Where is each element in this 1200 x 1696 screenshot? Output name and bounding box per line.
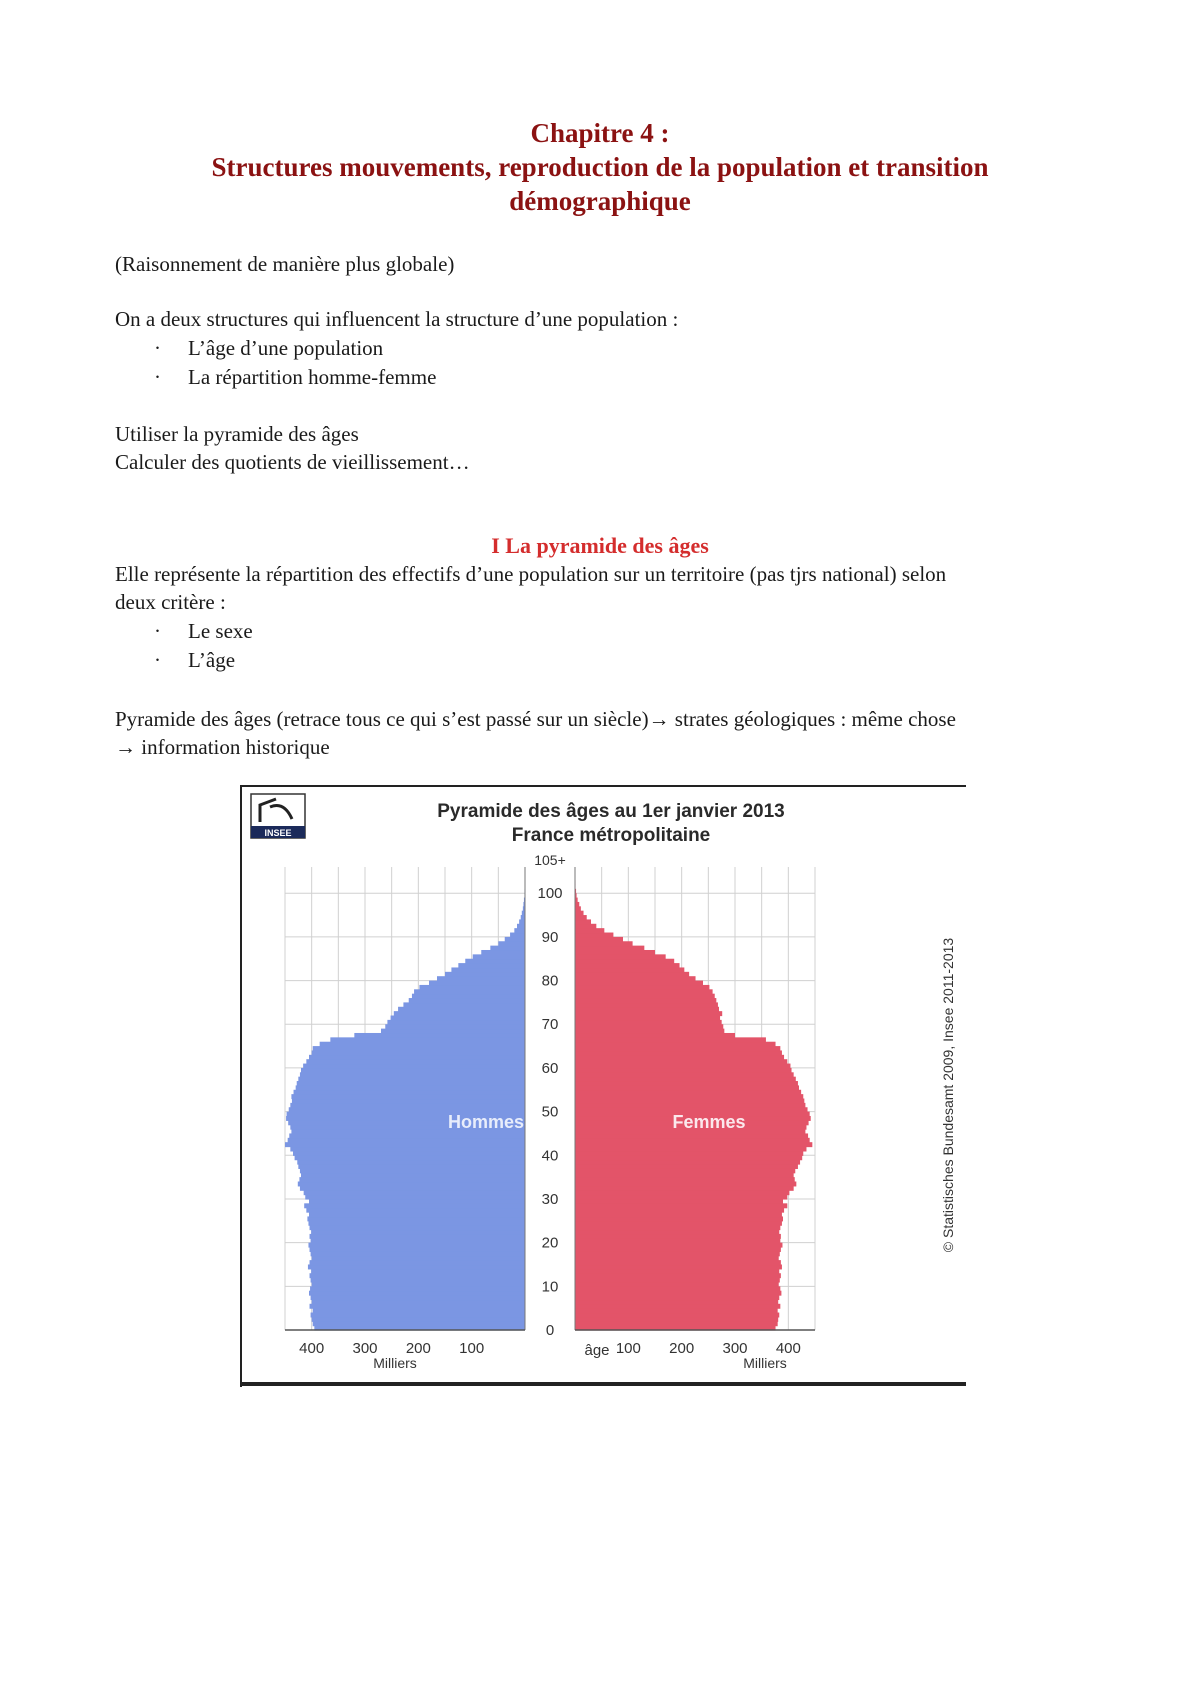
bar-hommes	[320, 1042, 525, 1047]
bar-femmes	[575, 919, 591, 924]
uses-line1: Utiliser la pyramide des âges	[115, 422, 359, 446]
bar-hommes	[311, 1295, 525, 1300]
bar-hommes	[311, 1313, 525, 1318]
x-tick-label-right: 200	[669, 1340, 695, 1357]
bar-hommes	[311, 1278, 525, 1283]
bar-femmes	[575, 1317, 778, 1322]
bar-femmes	[575, 1011, 722, 1016]
bar-femmes	[575, 1321, 778, 1326]
bar-femmes	[575, 1181, 796, 1186]
bar-femmes	[575, 1304, 780, 1309]
bar-femmes	[575, 1243, 782, 1248]
legend-femmes: Femmes	[672, 1112, 746, 1132]
bar-femmes	[575, 1208, 784, 1213]
bar-femmes	[575, 1278, 780, 1283]
bar-hommes	[310, 1247, 525, 1252]
bar-femmes	[575, 998, 716, 1003]
y-tick-label: 20	[541, 1234, 559, 1252]
bar-femmes	[575, 902, 579, 907]
x-tick-label-left: 200	[405, 1340, 431, 1357]
y-tick-label: 70	[541, 1016, 559, 1034]
population-pyramid-figure	[240, 785, 966, 1387]
bar-hommes	[307, 1216, 525, 1221]
bar-hommes	[312, 1299, 525, 1304]
bar-hommes	[290, 1147, 525, 1152]
bar-hommes	[312, 1256, 525, 1261]
x-tick-label-left: 100	[459, 1340, 485, 1357]
bar-hommes	[313, 1308, 525, 1313]
bar-femmes	[575, 1042, 776, 1047]
bar-femmes	[575, 946, 644, 951]
bullet-icon: ·	[154, 365, 161, 389]
bar-femmes	[575, 1099, 804, 1104]
bar-hommes	[289, 1133, 525, 1138]
bar-hommes	[301, 1068, 525, 1073]
bar-femmes	[575, 1313, 779, 1318]
bar-femmes	[575, 1264, 782, 1269]
bar-femmes	[575, 1002, 718, 1007]
bar-femmes	[575, 937, 623, 942]
bar-femmes	[575, 1016, 720, 1021]
y-tick-label: 60	[541, 1059, 559, 1077]
bar-femmes	[575, 1256, 779, 1261]
list-item: · L’âge	[154, 646, 253, 675]
bar-femmes	[575, 1173, 794, 1178]
bar-femmes	[575, 1138, 810, 1143]
bar-femmes	[575, 963, 680, 968]
bar-hommes	[517, 924, 525, 929]
bar-femmes	[575, 941, 633, 946]
chart-title: Pyramide des âges au 1er janvier 2013	[437, 801, 785, 822]
bar-femmes	[575, 915, 587, 920]
list-item: · La répartition homme-femme	[154, 363, 436, 392]
x-tick-label-right: 400	[775, 1340, 801, 1357]
bar-femmes	[575, 981, 703, 986]
bar-femmes	[575, 1033, 735, 1038]
bar-femmes	[575, 906, 581, 911]
bar-hommes	[310, 1260, 525, 1265]
section-note-line1: Pyramide des âges (retrace tous ce qui s’est passé sur un siècle)→ strates géologiques : même chose	[115, 707, 956, 731]
bar-hommes	[291, 1094, 525, 1099]
bar-femmes	[575, 1160, 800, 1165]
bullet-icon: ·	[154, 619, 161, 643]
list-item: · Le sexe	[154, 617, 253, 646]
y-tick-label: 10	[541, 1278, 559, 1296]
bar-femmes	[575, 1273, 781, 1278]
bullet-icon: ·	[154, 336, 161, 360]
x-tick-label-left: 400	[299, 1340, 325, 1357]
bar-hommes	[385, 1024, 525, 1029]
bar-femmes	[575, 1055, 784, 1060]
bar-hommes	[288, 1138, 525, 1143]
y-tick-label: 100	[537, 885, 563, 903]
chapter-title-line2: Structures mouvements, reproduction de la population et transition	[211, 152, 989, 182]
bar-hommes	[306, 1059, 525, 1064]
bar-femmes	[575, 1024, 723, 1029]
bar-hommes	[300, 1186, 525, 1191]
bar-hommes	[409, 998, 525, 1003]
x-label-left: Milliers	[373, 1355, 417, 1371]
bar-hommes	[403, 1002, 525, 1007]
bar-femmes	[575, 1260, 781, 1265]
bar-hommes	[505, 937, 525, 942]
bar-femmes	[575, 1147, 806, 1152]
bar-hommes	[304, 1203, 525, 1208]
bar-hommes	[310, 1225, 525, 1230]
bar-hommes	[297, 1081, 525, 1086]
bar-femmes	[575, 954, 666, 959]
bar-hommes	[309, 1212, 525, 1217]
bar-femmes	[575, 1291, 781, 1296]
bar-femmes	[575, 1238, 780, 1243]
bar-hommes	[300, 1072, 525, 1077]
y-tick-label-top: 105+	[534, 852, 566, 868]
bar-hommes	[295, 1155, 525, 1160]
bar-femmes	[575, 1234, 781, 1239]
structures-list	[154, 334, 436, 392]
bar-hommes	[308, 1243, 525, 1248]
bar-femmes	[575, 1007, 719, 1012]
bar-hommes	[309, 1055, 525, 1060]
bar-hommes	[310, 1286, 525, 1291]
structures-lead: On a deux structures qui influencent la structure d’une population :	[115, 307, 679, 331]
bar-hommes	[498, 941, 525, 946]
bar-hommes	[419, 985, 525, 990]
bar-hommes	[311, 1230, 525, 1235]
y-tick-label: 0	[545, 1322, 555, 1339]
bar-hommes	[519, 919, 525, 924]
bar-hommes	[298, 1077, 525, 1082]
bar-hommes	[292, 1099, 525, 1104]
bar-femmes	[575, 1164, 798, 1169]
bar-femmes	[575, 1212, 782, 1217]
bar-femmes	[575, 1299, 778, 1304]
bar-femmes	[575, 1072, 794, 1077]
bar-hommes	[309, 1291, 525, 1296]
bar-femmes	[575, 1230, 779, 1235]
bar-hommes	[391, 1016, 525, 1021]
bar-femmes	[575, 976, 696, 981]
bar-hommes	[294, 1090, 525, 1095]
bar-hommes	[296, 1085, 525, 1090]
bar-hommes	[398, 1007, 525, 1012]
bar-femmes	[575, 1190, 789, 1195]
bar-hommes	[311, 1251, 525, 1256]
bar-femmes	[575, 1203, 787, 1208]
chapter-title-line3: démographique	[509, 186, 691, 216]
bar-hommes	[514, 928, 525, 933]
bar-femmes	[575, 1103, 805, 1108]
bar-hommes	[394, 1011, 525, 1016]
bar-femmes	[575, 1308, 778, 1313]
y-tick-label: 90	[541, 928, 559, 946]
bar-hommes	[387, 1020, 525, 1025]
bullet-icon: ·	[154, 648, 161, 672]
intro-note: (Raisonnement de manière plus globale)	[115, 252, 455, 276]
y-tick-label: 80	[541, 972, 559, 990]
bar-hommes	[458, 963, 525, 968]
bar-hommes	[308, 1221, 525, 1226]
x-tick-label-left: 300	[352, 1340, 378, 1357]
bar-femmes	[575, 1221, 782, 1226]
bar-femmes	[575, 1142, 812, 1147]
bar-femmes	[575, 1029, 724, 1034]
bar-hommes	[305, 1195, 525, 1200]
x-tick-label-right: 100	[615, 1340, 641, 1357]
bar-femmes	[575, 1094, 803, 1099]
chart-credit: © Statistisches Bundesamt 2009, Insee 2011-2013	[940, 937, 956, 1253]
bar-hommes	[309, 1199, 525, 1204]
criteria-list	[154, 617, 253, 675]
bar-femmes	[575, 911, 584, 916]
bar-hommes	[330, 1037, 525, 1042]
bar-femmes	[575, 989, 713, 994]
bar-femmes	[575, 1216, 783, 1221]
bar-femmes	[575, 972, 689, 977]
bar-hommes	[473, 954, 525, 959]
chapter-title-line1: Chapitre 4 :	[530, 118, 670, 148]
bar-hommes	[311, 1269, 525, 1274]
bar-hommes	[293, 1151, 525, 1156]
bar-femmes	[575, 1295, 779, 1300]
section-description-line1: Elle représente la répartition des effectifs d’une population sur un territoire (pas tjrs national) selon	[115, 562, 947, 586]
bar-femmes	[575, 1081, 798, 1086]
bar-hommes	[290, 1103, 525, 1108]
bar-hommes	[310, 1304, 525, 1309]
bar-hommes	[521, 915, 525, 920]
bar-hommes	[437, 976, 525, 981]
bar-femmes	[575, 967, 684, 972]
bar-hommes	[298, 1181, 525, 1186]
bar-femmes	[575, 1037, 766, 1042]
bar-hommes	[311, 1238, 525, 1243]
bar-femmes	[575, 1168, 795, 1173]
bar-hommes	[306, 1208, 525, 1213]
bar-femmes	[575, 1085, 799, 1090]
bar-femmes	[575, 1133, 808, 1138]
bar-hommes	[381, 1029, 525, 1034]
bar-hommes	[451, 967, 525, 972]
insee-logo	[251, 794, 305, 838]
bar-hommes	[300, 1168, 525, 1173]
bar-femmes	[575, 1195, 787, 1200]
bar-femmes	[575, 1050, 782, 1055]
bar-hommes	[429, 981, 525, 986]
bar-femmes	[575, 1155, 802, 1160]
bar-femmes	[575, 1177, 795, 1182]
bar-hommes	[304, 1190, 525, 1195]
bar-hommes	[297, 1160, 525, 1165]
uses-line2: Calculer des quotients de vieillissement…	[115, 450, 470, 474]
bar-femmes	[575, 994, 715, 999]
insee-logo-text: INSEE	[264, 828, 292, 838]
bar-femmes	[575, 1282, 779, 1287]
bar-hommes	[303, 1064, 525, 1069]
y-axis-label: âge	[584, 1342, 610, 1359]
chart-subtitle: France métropolitaine	[511, 825, 711, 846]
bar-hommes	[510, 933, 525, 938]
population-pyramid-chart	[240, 785, 966, 1387]
bar-hommes	[298, 1164, 525, 1169]
bar-femmes	[575, 1186, 794, 1191]
bar-hommes	[299, 1177, 525, 1182]
section-title: I La pyramide des âges	[491, 533, 709, 558]
bar-hommes	[490, 946, 525, 951]
bar-femmes	[575, 950, 655, 955]
bar-hommes	[308, 1264, 525, 1269]
bar-femmes	[575, 1068, 792, 1073]
y-tick-label: 30	[541, 1190, 559, 1208]
legend-hommes: Hommes	[447, 1112, 525, 1132]
bar-femmes	[575, 985, 709, 990]
bar-hommes	[465, 959, 525, 964]
bar-hommes	[414, 989, 525, 994]
bar-femmes	[575, 959, 674, 964]
bar-hommes	[312, 1282, 525, 1287]
chapter-title	[115, 116, 1085, 218]
bar-hommes	[354, 1033, 525, 1038]
x-label-right: Milliers	[743, 1355, 787, 1371]
bar-femmes	[575, 928, 604, 933]
list-item: · L’âge d’une population	[154, 334, 436, 363]
bar-femmes	[575, 1251, 780, 1256]
y-tick-label: 50	[541, 1103, 559, 1121]
section-note-line2: → information historique	[115, 735, 330, 759]
bar-femmes	[575, 1151, 803, 1156]
bar-hommes	[412, 994, 525, 999]
bar-hommes	[313, 1321, 525, 1326]
bar-femmes	[575, 1077, 796, 1082]
bar-femmes	[575, 1090, 801, 1095]
bar-hommes	[285, 1142, 525, 1147]
bar-femmes	[575, 933, 613, 938]
bar-femmes	[575, 1199, 783, 1204]
bar-hommes	[312, 1050, 525, 1055]
bar-hommes	[312, 1317, 525, 1322]
bar-hommes	[445, 972, 525, 977]
section-description-line2: deux critère :	[115, 590, 226, 614]
bar-hommes	[310, 1273, 525, 1278]
y-tick-label: 40	[541, 1147, 559, 1165]
bar-hommes	[310, 1234, 525, 1239]
bar-femmes	[575, 1020, 722, 1025]
bar-femmes	[575, 924, 596, 929]
bar-femmes	[575, 1225, 780, 1230]
bar-femmes	[575, 1286, 780, 1291]
bar-hommes	[313, 1046, 525, 1051]
bar-femmes	[575, 1059, 787, 1064]
x-tick-label-right: 300	[722, 1340, 748, 1357]
bar-femmes	[575, 1064, 790, 1069]
bar-hommes	[301, 1173, 525, 1178]
bar-femmes	[575, 1269, 779, 1274]
bar-femmes	[575, 1247, 781, 1252]
bar-hommes	[481, 950, 525, 955]
bar-femmes	[575, 1046, 780, 1051]
